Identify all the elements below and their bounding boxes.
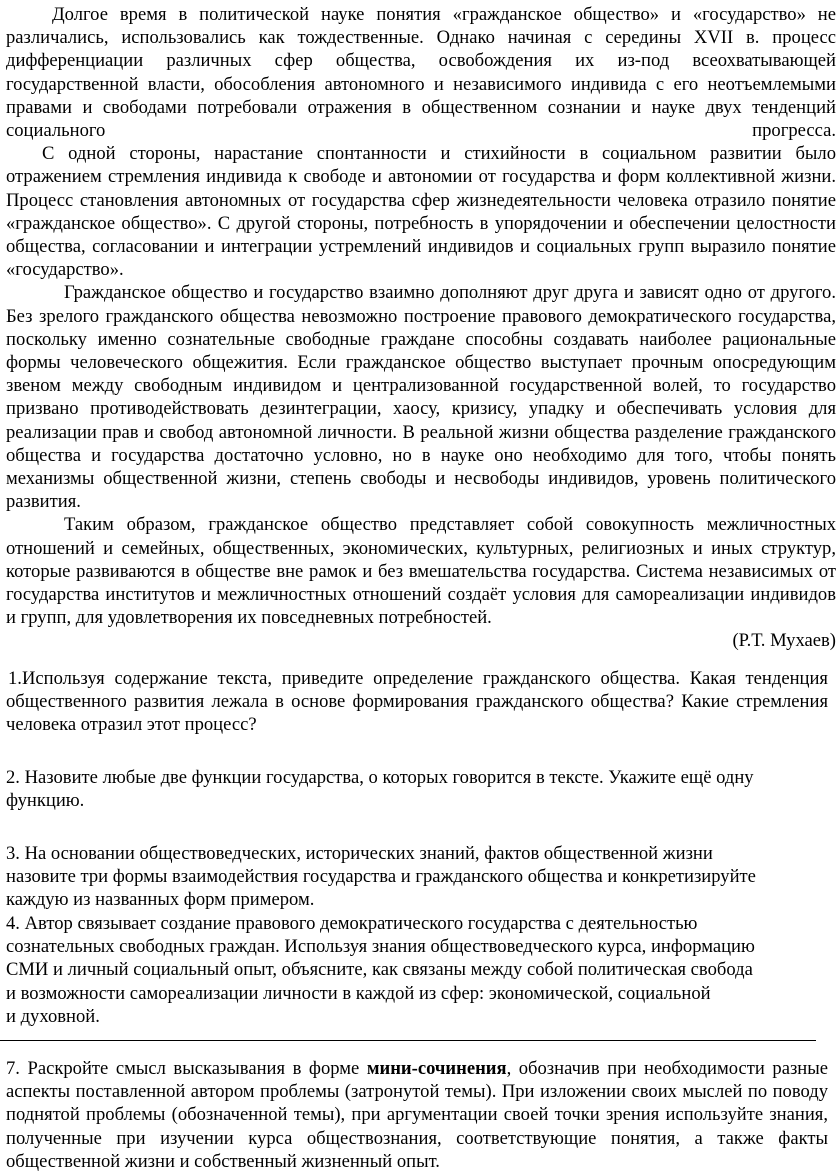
- question-3: [6, 842, 828, 912]
- question-4-line: СМИ и личный социальный опыт, объясните, как связаны между собой политическая свобода: [6, 959, 753, 981]
- paragraph-2: С одной стороны, нарастание спонтанности и стихийности в социальном развитии было отражением стремления индивида к свободе и автономии от государства и форм коллективной жизни. Процесс становления автономных от государства сфер жизнедеятельности человека отразило понятие «гражданское общество». С другой стороны, потребность в упорядочении и обеспечении целостности общества, согласовании и интеграции устремлений индивидов и социальных групп выразило понятие «государство».: [6, 143, 836, 281]
- question-4-line: и возможности самореализации личности в каждой из сфер: экономической, социальной: [6, 982, 711, 1004]
- section-divider: [0, 1040, 816, 1041]
- question-4-line: 4. Автор связывает создание правового демократического государства с деятельностью: [6, 913, 698, 934]
- question-2: 2. Назовите любые две функции государства, о которых говорится в тексте. Укажите ещё одну функцию.: [6, 767, 754, 812]
- question-7-text: 7. Раскройте смысл высказывания в форме: [6, 1058, 367, 1079]
- question-1: 1.Используя содержание текста, приведите определение гражданского общества. Какая тенденция общественного развития лежала в основе формирования гражданского общества? Какие стремления человека отразил этот процесс?: [6, 668, 828, 736]
- question-4-line: и духовной.: [6, 1005, 100, 1027]
- question-3-line: назовите три формы взаимодействия государства и гражданского общества и конкретизируйте: [6, 866, 756, 888]
- question-4-line: сознательных свободных граждан. Используя знания обществоведческого курса, информацию: [6, 936, 755, 958]
- question-7: [6, 1057, 828, 1173]
- source-text: [6, 3, 836, 653]
- paragraph-3: Гражданское общество и государство взаимно дополняют друг друга и зависят одно от другого. Без зрелого гражданского общества невозможно построение правового демократического государства, поскольку именно сознательные свободные граждане способны создавать наиболее рациональные формы человеческого общежития. Если гражданское общество выступает прочным опосредующим звеном между свободным индивидом и централизованной государственной волей, то государство призвано противодействовать дезинтеграции, хаосу, кризису, упадку и обеспечивать условия для реализации прав и свобод автономной личности. В реальной жизни общества разделение гражданского общества и государства достаточно условно, но в науке оно необходимо для того, чтобы понять механизмы общественной жизни, степень свободы и несвободы индивидов, уровень политического развития.: [6, 282, 836, 513]
- question-3-line: 3. На основании обществоведческих, исторических знаний, фактов общественной жизни: [6, 843, 713, 864]
- question-7-text-rest: , обозначив при необходимости разные аспекты поставленной автором проблемы (затронутой темы). При изложении своих мыслей по поводу поднятой проблемы (обозначенной темы), при аргументации своей точки зрения используйте знания, полученные при изучении курса обществознания, соответствующие понятия, а также факты общественной жизни и собственный жизненный опыт.: [6, 1058, 828, 1172]
- paragraph-4: Таким образом, гражданское общество представляет собой совокупность межличностных отношений и семейных, общественных, экономических, культурных, религиозных и иных структур, которые развиваются в обществе вне рамок и без вмешательства государства. Система независимых от государства институтов и межличностных отношений создаёт условия для самореализации индивидов и групп, для удовлетворения их повседневных потребностей.: [6, 514, 836, 629]
- question-7-emphasis: мини-сочинения: [366, 1058, 507, 1079]
- question-3-line: каждую из названных форм примером.: [6, 889, 315, 911]
- paragraph-1: Долгое время в политической науке понятия «гражданское общество» и «государство» не различались, использовались как тождественные. Однако начиная с середины XVII в. процесс дифференциации различных сфер общества, освобождения их из-под всеохватывающей государственной власти, обособления автономного и независимого индивида с его неотъемлемыми правами и свободами потребовали отражения в общественном сознании и науке двух тенденций социального прогресса.: [6, 4, 836, 142]
- author-attribution: (Р.Т. Мухаев): [732, 630, 836, 652]
- question-4: [6, 912, 828, 1028]
